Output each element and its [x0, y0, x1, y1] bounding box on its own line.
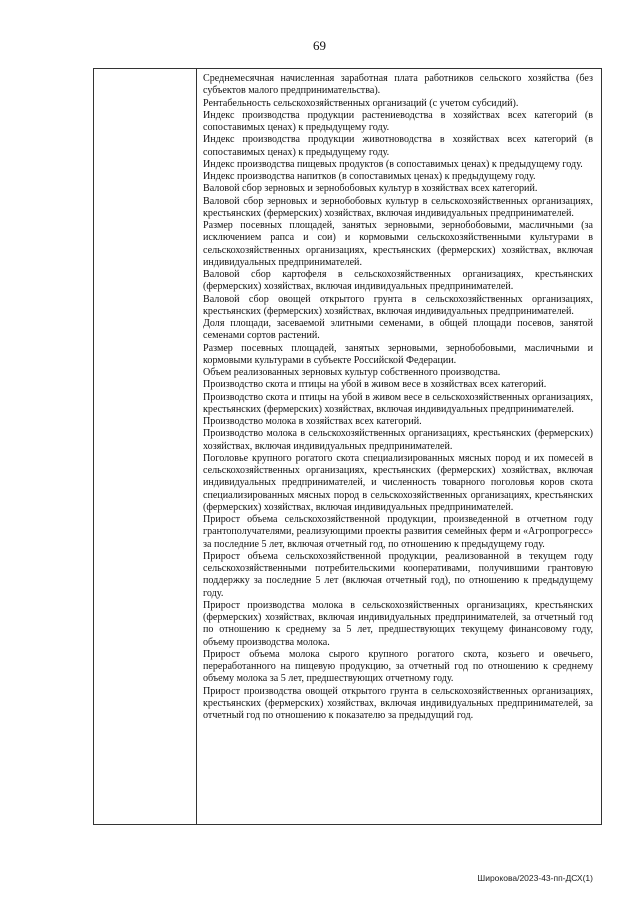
indicator-item: Индекс производства напитков (в сопоставимых ценах) к предыдущему году. — [203, 171, 536, 182]
indicator-item: Валовой сбор зерновых и зернобобовых культур в сельскохозяйственных организациях, крестьянских (фермерских) хозяйствах, включая индивидуальных предпринимателей. — [203, 195, 593, 219]
indicator-item: Прирост объема сельскохозяйственной продукции, произведенной в отчетном году грантополучателями, реализующими проекты развития семейных ферм и «Агропрогресс» за последние 5 лет, включая отчетный год, по отношению к предыдущему году. — [203, 514, 593, 550]
indicator-item: Индекс производства продукции животноводства в хозяйствах всех категорий (в сопоставимых ценах) к предыдущему году. — [203, 134, 593, 158]
indicator-item: Валовой сбор зерновых и зернобобовых культур в хозяйствах всех категорий. — [203, 183, 538, 195]
indicator-item: Производство скота и птицы на убой в живом весе в хозяйствах всех категорий. — [203, 379, 547, 391]
indicator-item: Объем реализованных зерновых культур собственного производства. — [203, 367, 501, 378]
indicator-item: Производство молока в хозяйствах всех категорий. — [203, 416, 422, 427]
indicators-table — [93, 68, 602, 825]
indicator-item: Производство скота и птицы на убой в живом весе в сельскохозяйственных организациях, крестьянских (фермерских) хозяйствах, включая индивидуальных предпринимателей. — [203, 391, 593, 415]
indicator-item: Валовой сбор картофеля в сельскохозяйственных организациях, крестьянских (фермерских) хозяйствах, включая индивидуальных предпринимателей. — [203, 269, 593, 293]
indicator-item: Прирост производства молока в сельскохозяйственных организациях, крестьянских (фермерских) хозяйствах, включая индивидуальных предпринимателей, за отчетный год по отношению к среднему за 5 лет, предшествующих текущему финансовому году, объему производства молока. — [203, 599, 593, 648]
indicator-item: Индекс производства пищевых продуктов (в сопоставимых ценах) к предыдущему году. — [203, 158, 583, 170]
indicator-item: Рентабельность сельскохозяйственных организаций (с учетом субсидий). — [203, 97, 519, 109]
indicator-item: Прирост производства овощей открытого грунта в сельскохозяйственных организациях, крестьянских (фермерских) хозяйствах, включая индивидуальных предпринимателей, за отчетный год по отношению к показателю за предыдущий год. — [203, 685, 593, 721]
document-code: Широкова/2023-43-пп-ДСХ(1) — [477, 873, 593, 883]
column-divider — [196, 69, 197, 824]
indicator-item: Поголовье крупного рогатого скота специализированных мясных пород и их помесей в сельскохозяйственных организациях, крестьянских (фермерских) хозяйствах, включая индивидуальных предпринимателей, и численность товарного поголовья коров скота специализированных мясных пород в сельскохозяйственных организациях, крестьянских (фермерских) хозяйствах, включая индивидуальных предпринимателей. — [203, 452, 593, 513]
indicator-item: Валовой сбор овощей открытого грунта в сельскохозяйственных организациях, крестьянских (фермерских) хозяйствах, включая индивидуальных предпринимателей. — [203, 293, 593, 317]
indicator-item: Индекс производства продукции растениеводства в хозяйствах всех категорий (в сопоставимых ценах) к предыдущему году. — [203, 109, 593, 133]
indicator-item: Среднемесячная начисленная заработная плата работников сельского хозяйства (без субъектов малого предпринимательства). — [203, 73, 593, 97]
indicator-item: Производство молока в сельскохозяйственных организациях, крестьянских (фермерских) хозяйствах, включая индивидуальных предпринимателей. — [203, 428, 593, 452]
indicator-item: Доля площади, засеваемой элитными семенами, в общей площади посевов, занятой семенами сортов растений. — [203, 318, 593, 342]
indicator-list — [203, 73, 593, 722]
indicator-item: Прирост объема молока сырого крупного рогатого скота, козьего и овечьего, переработанного на пищевую продукцию, за отчетный год по отношению к среднему объему молока за 5 лет, предшествующих отчетному году. — [203, 648, 593, 685]
indicator-item: Прирост объема сельскохозяйственной продукции, реализованной в текущем году сельскохозяйственными потребительскими кооперативами, получившими грантовую поддержку за последние 5 лет (включая отчетный год), по отношению к предыдущему году. — [203, 550, 593, 599]
indicator-item: Размер посевных площадей, занятых зерновыми, зернобобовыми, масличными (за исключением рапса и сои) и кормовыми сельскохозяйственными культурами в сельскохозяйственных организациях, крестьянских (фермерских) хозяйствах, включая индивидуальных предпринимателей. — [203, 220, 593, 268]
page-number: 69 — [313, 38, 326, 53]
indicator-item: Размер посевных площадей, занятых зерновыми, зернобобовыми, масличными и кормовыми культурами в субъекте Российской Федерации. — [203, 342, 593, 366]
